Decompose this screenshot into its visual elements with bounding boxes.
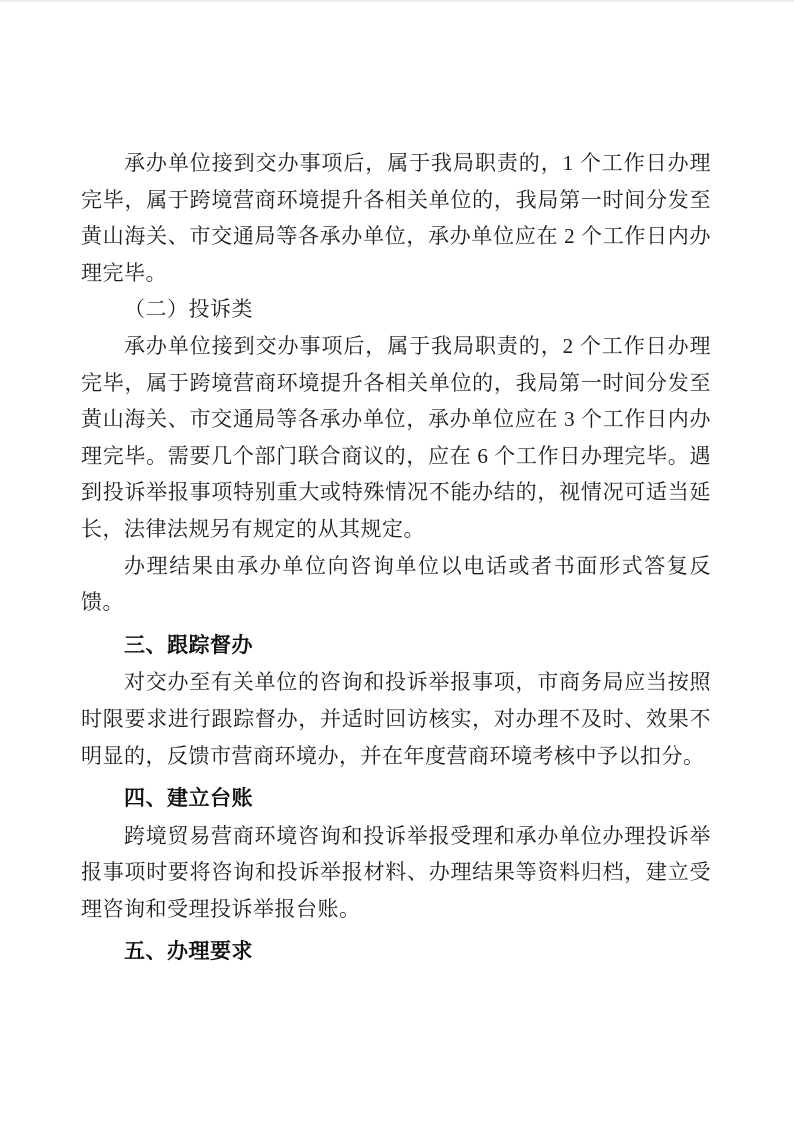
para-result-feedback: 办理结果由承办单位向咨询单位以电话或者书面形式答复反馈。 <box>81 553 711 615</box>
subheading-complaint-type: （二）投诉类 <box>124 297 253 322</box>
heading-ledger-setup: 四、建立台账 <box>124 787 253 811</box>
heading-tracking-supervision: 三、跟踪督办 <box>124 633 253 657</box>
para-ledger-setup: 跨境贸易营商环境咨询和投诉举报受理和承办单位办理投诉举报事项时要将咨询和投诉举报材料、办理结果等资料归档，建立受理咨询和受理投诉举报台账。 <box>81 823 711 921</box>
para-complaint-handling: 承办单位接到交办事项后，属于我局职责的，2 个工作日办理完毕，属于跨境营商环境提升各相关单位的，我局第一时间分发至黄山海关、市交通局等各承办单位，承办单位应在 3 个工作日内办理完毕。需要几个部门联合商议的，应在 6 个工作日办理完毕。遇到投诉举报事项特别重大或特殊情况不能办结的，视情况可适当延长，法律法规另有规定的从其规定。 <box>81 333 711 541</box>
para-tracking-supervision: 对交办至有关单位的咨询和投诉举报事项，市商务局应当按照时限要求进行跟踪督办，并适时回访核实，对办理不及时、效果不明显的，反馈市营商环境办，并在年度营商环境考核中予以扣分。 <box>81 670 711 768</box>
para-consult-handling: 承办单位接到交办事项后，属于我局职责的，1 个工作日办理完毕，属于跨境营商环境提升各相关单位的，我局第一时间分发至黄山海关、市交通局等各承办单位，承办单位应在 2 个工作日内办理完毕。 <box>81 151 711 285</box>
heading-handling-requirements: 五、办理要求 <box>124 940 253 964</box>
